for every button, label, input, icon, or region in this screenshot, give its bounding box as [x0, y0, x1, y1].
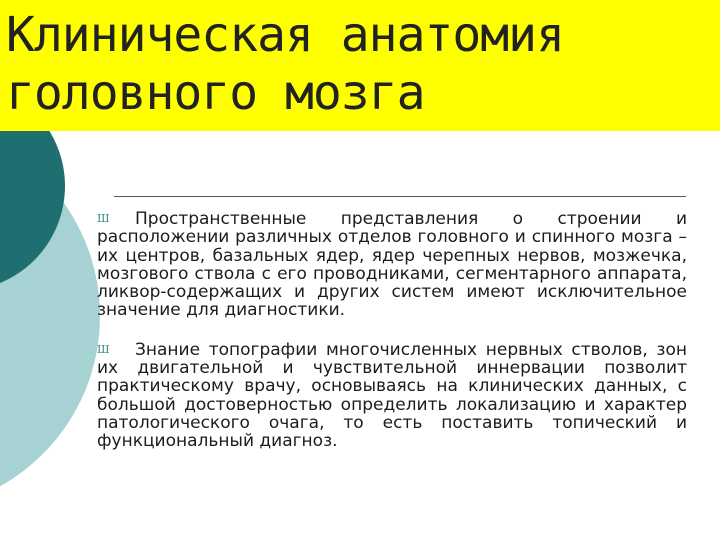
- bullet-marker-icon: Ш: [97, 212, 110, 225]
- bullet-marker-icon: Ш: [97, 342, 110, 356]
- decorative-circles: [0, 131, 100, 540]
- divider-line: [114, 196, 686, 197]
- slide-body: [97, 210, 687, 472]
- bullet-text: Знание топографии многочисленных нервных стволов, зон их двигательной и чувствительной иннервации позволит практическому врачу, основываясь на клинических данных, с большой достоверностью определить локализацию и характер патологического очага, то есть поставить топический и функциональный диагноз.: [97, 339, 687, 452]
- bullet-item: [97, 210, 687, 320]
- circles-graphic: [0, 131, 100, 540]
- bullet-item: [97, 341, 687, 451]
- bullet-text: Пространственные представления о строении и расположении различных отделов головного и спинного мозга – их центров, базальных ядер, ядер черепных нервов, мозжечка, мозгового ствола с его проводниками, сегментарного аппарата, ликвор-содержащих и других систем имеют исключительное значение для диагностики.: [97, 209, 687, 321]
- slide-title: Клиническая анатомия головного мозга: [6, 7, 564, 121]
- title-band: [0, 0, 720, 131]
